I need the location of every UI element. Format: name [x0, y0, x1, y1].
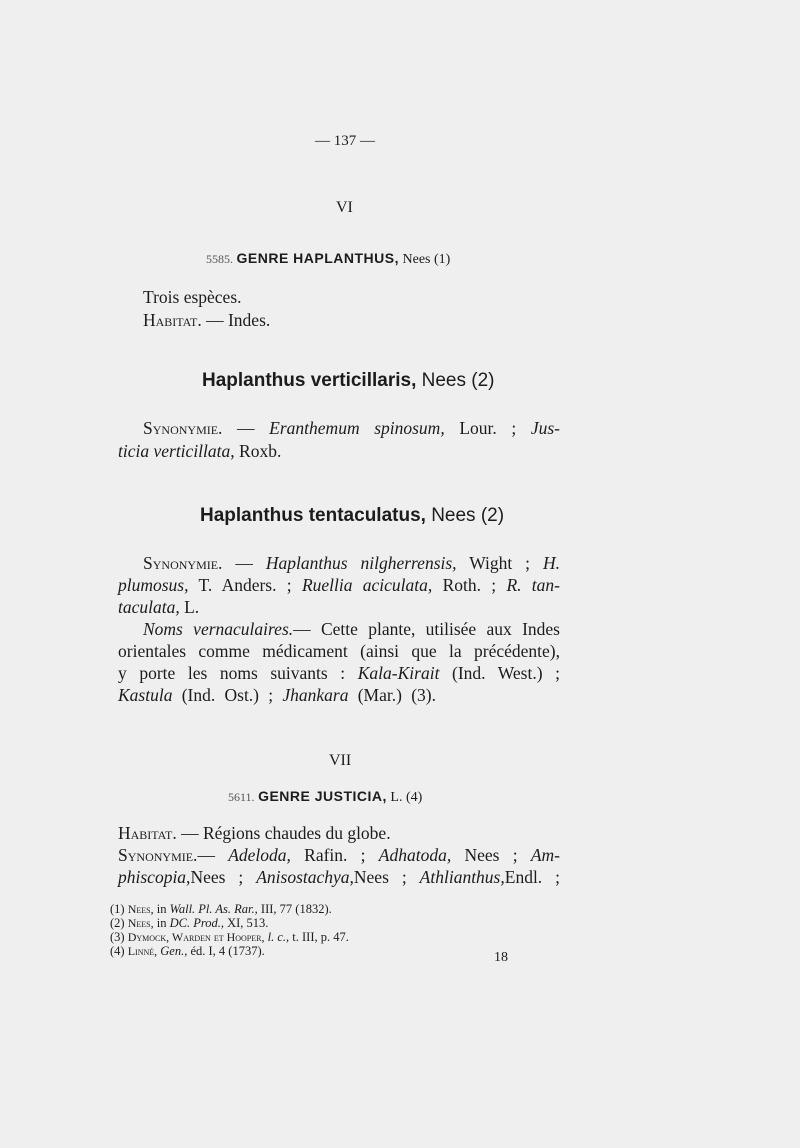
- text-run: XI, 513.: [223, 916, 269, 930]
- vernacular-name: Jhankara: [282, 685, 349, 705]
- text-run: y porte les noms suivants :: [118, 663, 358, 683]
- synonymy-line: [143, 553, 560, 574]
- taxon-name: phiscopia,: [118, 867, 191, 887]
- vernacular-line: [143, 619, 560, 640]
- genus-author: L. (4): [390, 790, 423, 805]
- text-run: Rafin. ;: [290, 845, 379, 865]
- synonymy-line-cont: [118, 597, 199, 618]
- habitat-label: Habitat.: [143, 310, 202, 330]
- synonymy-line-cont: [118, 441, 281, 462]
- habitat-value: — Régions chaudes du globe.: [176, 823, 391, 843]
- species-author: Nees (2): [425, 505, 505, 526]
- text-run: Nees ;: [451, 845, 531, 865]
- text-run: in: [153, 916, 170, 930]
- text-run: —: [222, 553, 266, 573]
- text-run: Roth. ;: [432, 575, 507, 595]
- footnote: [110, 916, 268, 931]
- text-run: Nees ;: [353, 867, 420, 887]
- text-run: (Ind. West.) ;: [439, 663, 560, 683]
- synonymy-line-cont: [118, 867, 560, 888]
- footnote-number: (4): [110, 944, 125, 958]
- synonymy-line: [143, 418, 560, 439]
- text-run: T. Anders. ;: [188, 575, 302, 595]
- taxon-name: Eranthemum spinosum,: [269, 418, 445, 438]
- vernacular-name: Kala-Kirait: [357, 663, 440, 683]
- synonymy-label: Synonymie.: [118, 845, 198, 865]
- taxon-name: Jus-: [530, 418, 560, 438]
- synonymy-line-cont: [118, 575, 560, 596]
- species-name: Haplanthus tentaculatus,: [200, 505, 426, 526]
- text-run: Nees ;: [190, 867, 257, 887]
- taxon-name: Am-: [530, 845, 560, 865]
- vernacular-name: Kastula: [118, 685, 173, 705]
- text-run: Roxb.: [234, 441, 282, 461]
- text-run: Wight ;: [456, 553, 543, 573]
- text-run: Endl. ;: [504, 867, 560, 887]
- footnote-work: l. c.,: [267, 930, 290, 944]
- genus-heading-justicia: [228, 788, 422, 806]
- species-title-tentaculatus: [200, 505, 504, 527]
- text-run: in: [153, 902, 170, 916]
- footnote-number: (1): [110, 902, 125, 916]
- text-run: (Ind. Ost.) ;: [172, 685, 283, 705]
- footnote: [110, 944, 265, 959]
- taxon-name: Haplanthus nilgherrensis,: [265, 553, 457, 573]
- synonymy-label: Synonymie.: [143, 553, 223, 573]
- genus-name: GENRE JUSTICIA,: [258, 788, 387, 804]
- synonymy-label: Synonymie.: [143, 418, 223, 438]
- text-run: —: [197, 845, 229, 865]
- genus-author: Nees (1): [402, 252, 451, 267]
- footnote-author: Nees,: [127, 916, 154, 930]
- footnote-author: Nees,: [127, 902, 154, 916]
- text-run: Lour. ;: [444, 418, 531, 438]
- section-number-vi: VI: [336, 199, 353, 216]
- habitat-label: Habitat.: [118, 823, 177, 843]
- signature-mark: 18: [494, 950, 508, 965]
- habitat-line: [143, 310, 270, 331]
- genus-number: 5611.: [228, 790, 255, 804]
- footnote-number: (3): [110, 930, 125, 944]
- footnote-author: Dymock, Warden et Hooper,: [127, 930, 265, 944]
- footnote: [110, 930, 349, 945]
- page-number: — 137 —: [315, 133, 375, 149]
- text-run: — Cette plante, utilisée aux Indes: [293, 619, 560, 639]
- taxon-name: H.: [543, 553, 561, 573]
- text-run: (Mar.) (3).: [348, 685, 436, 705]
- section-number-vii: VII: [329, 752, 352, 769]
- taxon-name: plumosus,: [118, 575, 189, 595]
- taxon-name: Anisostachya,: [256, 867, 354, 887]
- taxon-name: Athlianthus,: [419, 867, 505, 887]
- taxon-name: Ruellia aciculata,: [301, 575, 433, 595]
- habitat-value: — Indes.: [201, 310, 271, 330]
- footnote: [110, 902, 332, 917]
- text-run: —: [222, 418, 270, 438]
- text-run: éd. I, 4 (1737).: [187, 944, 265, 958]
- synonymy-line: [118, 845, 560, 866]
- vernacular-line-cont: [118, 663, 560, 684]
- vernacular-line-cont: [118, 685, 436, 706]
- species-author: Nees (2): [416, 370, 495, 391]
- footnote-work: Gen.,: [160, 944, 188, 958]
- species-title-verticillaris: [202, 370, 495, 392]
- habitat-line: [118, 823, 391, 844]
- vernacular-label: Noms vernaculaires.: [143, 619, 294, 639]
- genus-name: GENRE HAPLANTHUS,: [236, 250, 400, 266]
- vernacular-line-cont: orientales comme médicament (ainsi que la précédente),: [118, 641, 560, 661]
- genus-number: 5585.: [206, 252, 233, 266]
- taxon-name: R. tan-: [506, 575, 561, 595]
- genus-heading-haplanthus: [206, 250, 450, 268]
- taxon-name: Adhatoda,: [378, 845, 452, 865]
- text-run: L.: [179, 597, 200, 617]
- taxon-name: taculata,: [118, 597, 180, 617]
- taxon-name: ticia verticillata,: [118, 441, 235, 461]
- taxon-name: Adeloda,: [228, 845, 291, 865]
- text-run: t. III, p. 47.: [289, 930, 349, 944]
- species-count-line: Trois espèces.: [143, 287, 242, 307]
- footnote-work: DC. Prod.,: [169, 916, 224, 930]
- footnote-author: Linné,: [127, 944, 158, 958]
- footnote-work: Wall. Pl. As. Rar.,: [169, 902, 258, 916]
- text-run: III, 77 (1832).: [257, 902, 332, 916]
- species-name: Haplanthus verticillaris,: [202, 370, 417, 391]
- footnote-number: (2): [110, 916, 125, 930]
